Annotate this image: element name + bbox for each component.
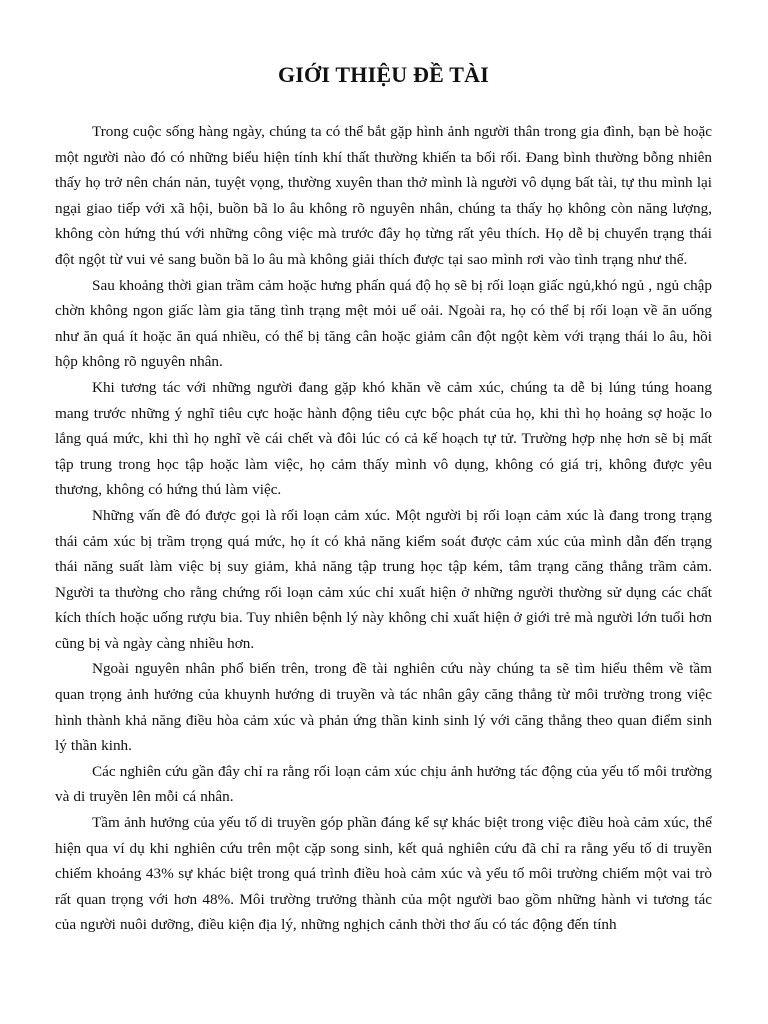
paragraph-5: Ngoài nguyên nhân phổ biến trên, trong đề tài nghiên cứu này chúng ta sẽ tìm hiểu thêm về tầm quan trọng ảnh hưởng của khuynh hướng di truyền và tác nhân gây căng thẳng từ môi trường trong việc hình thành khả năng điều hòa cảm xúc và phản ứng thần kinh sinh lý với căng thẳng theo quan điểm sinh lý thần kinh.: [55, 660, 712, 755]
paragraph-7: Tầm ảnh hưởng của yếu tố di truyền góp phần đáng kể sự khác biệt trong việc điều hoà cảm xúc, thể hiện qua ví dụ khi nghiên cứu trên một cặp song sinh, kết quả nghiên cứu đã chỉ ra rằng yếu tố di truyền chiếm khoảng 43% sự khác biệt trong quá trình điều hoà cảm xúc và yếu tố môi trường chiếm một vai trò rất quan trọng với hơn 48%. Môi trường trưởng thành của một người bao gồm những hành vi tương tác của người nuôi dưỡng, điều kiện địa lý, những nghịch cảnh thời thơ ấu có tác động đến tính: [55, 814, 712, 934]
document-body: [55, 119, 712, 938]
paragraph-6: Các nghiên cứu gần đây chỉ ra rằng rối loạn cảm xúc chịu ảnh hưởng tác động của yếu tố môi trường và di truyền lên mỗi cá nhân.: [55, 762, 712, 806]
document-title: GIỚI THIỆU ĐỀ TÀI: [277, 62, 490, 87]
paragraph-3: Khi tương tác với những người đang gặp khó khăn về cảm xúc, chúng ta dễ bị lúng túng hoang mang trước những ý nghĩ tiêu cực hoặc hành động tiêu cực bộc phát của họ, khi thì họ hoảng sợ hoặc lo lắng quá mức, khi thì họ nghĩ về cái chết và đôi lúc có cả kế hoạch tự tử. Trường hợp nhẹ hơn sẽ bị mất tập trung trong học tập hoặc làm việc, họ cảm thấy mình vô dụng, không có giá trị, không được yêu thương, không có hứng thú làm việc.: [55, 378, 712, 499]
paragraph-2: Sau khoảng thời gian trầm cảm hoặc hưng phấn quá độ họ sẽ bị rối loạn giấc ngủ,khó ngủ , ngủ chập chờn không ngon giấc làm gia tăng tình trạng mệt mỏi uể oải. Ngoài ra, họ có thể bị rối loạn về ăn uống như ăn quá ít hoặc ăn quá nhiều, có thể bị tăng cân hoặc giảm cân đột ngột kèm với trạng thái lo âu, hồi hộp không rõ nguyên nhân.: [55, 276, 712, 371]
paragraph-1: Trong cuộc sống hàng ngày, chúng ta có thể bắt gặp hình ảnh người thân trong gia đình, bạn bè hoặc một người nào đó có những biểu hiện tính khí thất thường khiến ta bối rối. Đang bình thường bỗng nhiên thấy họ trở nên chán nản, tuyệt vọng, thường xuyên than thở mình là người vô dụng bất tài, tự thu mình lại ngại giao tiếp với xã hội, buồn bã lo âu không rõ nguyên nhân, chúng ta thấy họ không còn năng lượng, không còn hứng thú với những công việc mà trước đây họ từng rất yêu thích. Họ dễ bị chuyển trạng thái đột ngột từ vui vẻ sang buồn bã lo âu mà không giải thích được tại sao mình rơi vào tình trạng như thế.: [55, 123, 712, 268]
document-page: [55, 0, 712, 1024]
paragraph-4: Những vấn đề đó được gọi là rối loạn cảm xúc. Một người bị rối loạn cảm xúc là đang trong trạng thái cảm xúc bị trầm trọng quá mức, họ ít có khả năng kiểm soát được cảm xúc của mình dẫn đến trạng thái năng suất làm việc bị suy giảm, khả năng tập trung học tập kém, tâm trạng căng thẳng trầm cảm. Người ta thường cho rằng chứng rối loạn cảm xúc chỉ xuất hiện ở những người thường sử dụng các chất kích thích hoặc uống rượu bia. Tuy nhiên bệnh lý này không chỉ xuất hiện ở giới trẻ mà người lớn tuổi hơn cũng bị và ngày càng nhiều hơn.: [55, 506, 712, 652]
